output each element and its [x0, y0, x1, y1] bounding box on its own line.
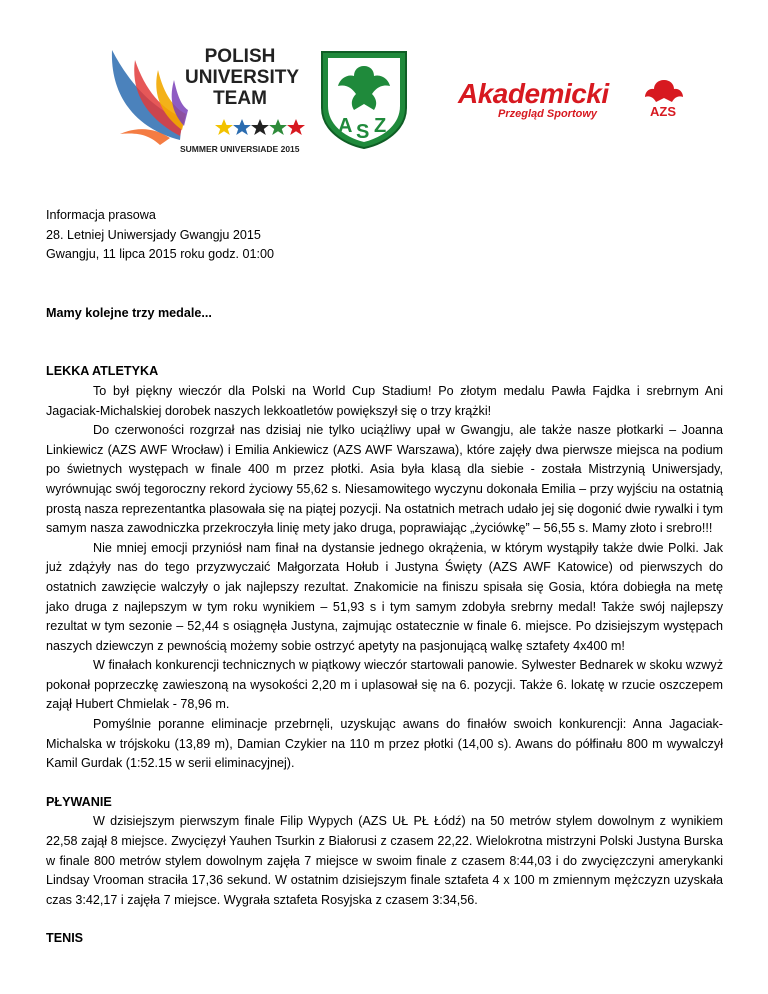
section-title: TENIS	[46, 931, 84, 946]
akademicki-title: Akademicki	[458, 78, 609, 109]
paragraph: Pomyślnie poranne eliminacje przebrnęli, uzyskując awans do finałów swoich konkurencji: Anna Jagaciak-Michalska w trójskoku (13,89 m), Damian Czykier na 110 m przez płotki (14,00 s). Awans do półfinału 800 m wywalczył Kamil Gurdak (1:52.15 w serii eliminacyjnej).	[46, 717, 723, 771]
section-swimming	[46, 793, 723, 911]
svg-text:AZS: AZS	[650, 104, 676, 118]
akademicki-subtitle: Przegląd Sportowy	[498, 108, 598, 120]
logo-subtitle: SUMMER UNIVERSIADE 2015	[180, 144, 300, 154]
svg-text:Z: Z	[374, 115, 387, 137]
paragraph: W dzisiejszym pierwszym finale Filip Wypych (AZS UŁ PŁ Łódź) na 50 metrów stylem dowolnym z wynikiem 22,58 zajął 8 miejsce. Zwycięzył Yauhen Tsurkin z Białorusi z czasem 22,22. Wielokrotna mistrzyni Polski Justyna Burska w finale 800 metrów stylem dowolnym zajęła 7 miejsce w swoim finale z czasem 8:44,03 i do zwycięzczyni amerykanki Lindsay Vrooman straciła 17,36 sekund. W ostatnim dzisiejszym finale sztafeta 4 x 100 m zmiennym mężczyzn uzyskała czas 3:42,17 i zajęła 7 miejsce. Wygrała sztafeta Rosyjska z czasem 3:34,56.	[46, 814, 723, 907]
header	[0, 0, 768, 170]
paragraph: Nie mniej emocji przyniósł nam finał na dystansie jednego okrążenia, w którym wystąpiły także dwie Polki. Jak już zdążyły nas do tego przyzwyczaić Małgorzata Hołub i Justyna Święty (AZS AWF Katowice) od pierwszych do ostatnich zawzięcie walczyły o jak najlepszy rezultat. Znakomicie na finiszu spisała się Gosia, która dobiegła na metę jako druga z najlepszym w tym roku wynikiem – 51,93 s i tym samym zdobyła srebrny medal! Także swój najlepszy rezultat w tym sezonie – 52,44 s osiągnęła Justyna, zajmując ostatecznie w finale 6. miejsce. Po dzisiejszym występach naszych dziewczyn z pewnością możemy sobie ostrzyć apetyty na pasjonującą walkę sztafety 4x400 m!	[46, 540, 723, 653]
date-line: Gwangju, 11 lipca 2015 roku godz. 01:00	[46, 247, 275, 262]
logo-title: POLISH UNIVERSITY TEAM	[185, 46, 300, 109]
flame-wings-icon	[100, 40, 190, 150]
svg-text:S: S	[356, 121, 370, 143]
azs-shield-logo	[318, 48, 410, 150]
paragraph: Do czerwoności rozgrzał nas dzisiaj nie tylko uciążliwy upał w Gwangju, ale także nasze płotkarki – Joanna Linkiewicz (AZS AWF Wrocław) i Emilia Ankiewicz (AZS AWF Warszawa), które zajęły dwa pierwsze miejsca na podium po świetnych występach w finale 400 m przez płotki. Asia była klasą dla siebie - została Mistrzynią Uniwersjady, wyrównując swój tegoroczny rekord życiowy 55,62 s. Niesamowitego wyczynu dokonała Emilia – przy wyjściu na ostatnią prostą nasza reprezentantka plasowała się na piątej pozycji. Na ostatnich metrach udało jej się dogonić dwie rywalki i tym samym nasza zawodniczka przekroczyła linię mety jako druga, poprawiając „życiówkę” – 56,55 s. Mamy złoto i srebro!!!	[46, 423, 723, 536]
section-athletics	[46, 362, 723, 773]
press-label: Informacja prasowa	[46, 208, 156, 222]
paragraph: W finałach konkurencji technicznych w piątkowy wieczór startowali panowie. Sylwester Bednarek w skoku wzwyż pokonał poprzeczkę zawieszoną na wysokości 2,20 m i uplasował się na 6. pozycji. Także 6. lokatę w rzucie oszczepem zajął Hubert Chmielak - 78,96 m.	[46, 658, 723, 712]
azs-mini-icon	[644, 78, 684, 118]
section-tennis	[46, 929, 723, 949]
section-title: PŁYWANIE	[46, 794, 112, 809]
headline: Mamy kolejne trzy medale...	[46, 305, 212, 320]
paragraph: To był piękny wieczór dla Polski na World Cup Stadium! Po złotym medalu Pawła Fajdka i srebrnym Ani Jagaciak-Michalskiej dorobek naszych lekkoatletów powiększył się o trzy krążki!	[46, 383, 723, 418]
section-title: LEKKA ATLETYKA	[46, 364, 159, 379]
svg-text:A: A	[338, 115, 353, 137]
akademicki-przeglad-sportowy-logo	[458, 78, 684, 124]
event-name: 28. Letniej Uniwersjady Gwangju 2015	[46, 227, 261, 242]
press-release	[46, 206, 723, 949]
press-info	[46, 206, 723, 265]
stars-icon	[215, 118, 315, 136]
